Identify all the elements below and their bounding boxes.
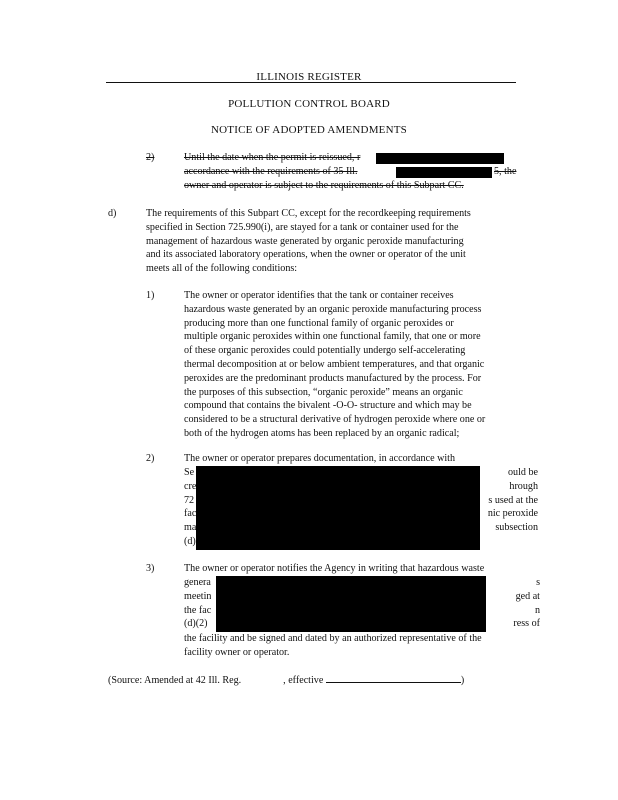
condition-1-line: both of the hydrogen atoms has been replaced by an organic radical; <box>184 427 460 439</box>
fragment: subsection <box>495 522 538 534</box>
condition-3-first-line: The owner or operator notifies the Agency in writing that hazardous waste <box>184 563 485 574</box>
section-d-line: specified in Section 725.990(i), are stayed for a tank or container used for the <box>146 221 459 233</box>
condition-2-fragments-left <box>184 466 196 549</box>
source-close: ) <box>460 675 465 686</box>
fragment: ould be <box>508 467 538 478</box>
redaction-box <box>216 576 486 632</box>
condition-1-line: hazardous waste generated by an organic peroxide manufacturing process <box>184 303 482 315</box>
condition-3-line: the facility and be signed and dated by an authorized representative of the <box>184 633 482 644</box>
condition-1-number: 1) <box>146 290 155 301</box>
fragment: s <box>536 577 540 588</box>
fragment: ma <box>184 522 197 534</box>
fragment: 72 <box>184 494 195 506</box>
section-d-line: management of hazardous waste generated by organic peroxide manufacturing <box>146 235 464 247</box>
section-d-line: The requirements of this Subpart CC, except for the recordkeeping requirements <box>146 208 471 219</box>
section-d-line: and its associated laboratory operations, when the owner or operator of the unit <box>146 249 466 261</box>
notice-title: NOTICE OF ADOPTED AMENDMENTS <box>211 124 407 136</box>
fragment: ged at <box>515 590 540 602</box>
condition-1-line: compound that contains the bivalent -O-O- structure and which may be <box>184 400 472 412</box>
fragment: hrough <box>509 480 538 492</box>
fragment: fac <box>184 508 197 520</box>
redaction-box <box>376 153 504 164</box>
section-d-paragraph <box>146 207 536 276</box>
source-effective: , effective <box>283 675 324 686</box>
section-d-line: meets all of the following conditions: <box>146 263 298 275</box>
struck-line-2: accordance with the requirements of 35 Ill. <box>184 165 358 177</box>
header-rule <box>106 82 516 83</box>
condition-2-fragments-right <box>488 466 538 535</box>
struck-line-3: owner and operator is subject to the requirements of this Subpart CC. <box>184 179 464 191</box>
condition-1-line: of these organic peroxides could potentially undergo self-accelerating <box>184 345 466 357</box>
fragment: the fac <box>184 604 212 616</box>
fragment: ress of <box>513 618 540 630</box>
condition-1-line: producing more than one functional family of organic peroxides or <box>184 317 454 329</box>
source-prefix: (Source: Amended at 42 Ill. Reg. <box>108 675 242 686</box>
struck-item-number: 2) <box>146 152 155 163</box>
condition-1-line: The owner or operator identifies that the tank or container receives <box>184 290 454 301</box>
condition-3-fragments-left <box>184 576 211 631</box>
condition-3-fragments-right <box>513 576 540 631</box>
fragment: nic peroxide <box>487 508 538 520</box>
condition-1-paragraph <box>184 289 544 441</box>
condition-2-first-line: The owner or operator prepares documentation, in accordance with <box>184 453 456 464</box>
condition-1-line: thermal decomposition at or below ambient temperatures, and that organic <box>184 358 485 370</box>
fragment: n <box>534 604 540 616</box>
fragment: cre <box>184 480 197 492</box>
struck-line-2-tail: 5, the <box>494 166 517 177</box>
redaction-box <box>396 167 492 178</box>
condition-3-number: 3) <box>146 563 155 574</box>
fragment: genera <box>184 577 211 588</box>
fragment: Se <box>184 467 195 478</box>
section-label: d) <box>108 208 117 219</box>
condition-3-closing <box>184 632 544 660</box>
source-note <box>108 673 528 688</box>
condition-3-line: facility owner or operator. <box>184 646 290 658</box>
condition-1-line: multiple organic peroxides within one functional family, that one or more <box>184 331 481 343</box>
condition-1-line: the purposes of this subsection, “organic peroxide” means an organic <box>184 386 463 398</box>
register-title: ILLINOIS REGISTER <box>256 71 362 83</box>
fragment: (d)(2) <box>184 618 208 630</box>
fragment: meetin <box>184 590 212 602</box>
effective-date-blank <box>326 673 461 683</box>
fragment: (d) <box>184 535 196 547</box>
condition-1-line: considered to be a structural derivative of hydrogen peroxide where one or <box>184 414 486 426</box>
condition-2-number: 2) <box>146 453 155 464</box>
condition-1-line: peroxides are the predominant products manufactured by the process. For <box>184 372 482 384</box>
fragment: s used at the <box>488 494 538 506</box>
redaction-box <box>196 466 480 550</box>
board-title: POLLUTION CONTROL BOARD <box>228 98 390 110</box>
struck-line-1: Until the date when the permit is reissued, r <box>184 152 361 163</box>
